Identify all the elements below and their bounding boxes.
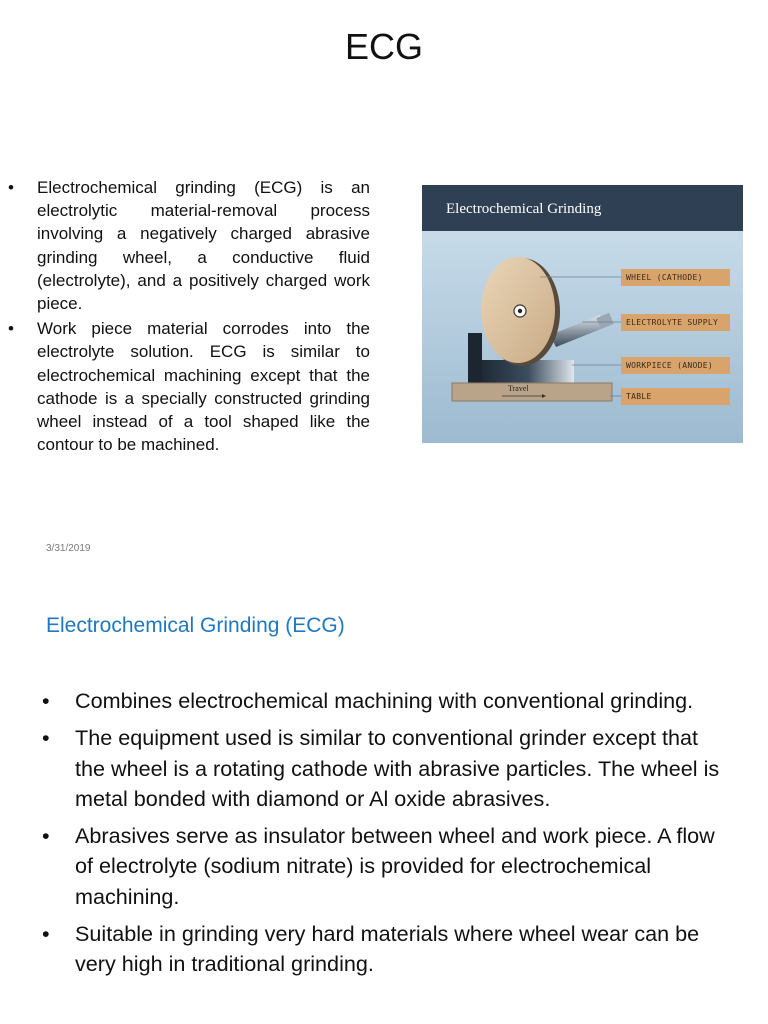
bullet-icon: •	[8, 178, 14, 197]
list-item	[42, 919, 732, 980]
bullet-icon: •	[8, 319, 14, 339]
list-item-text: Suitable in grinding very hard materials where wheel wear can be very high in traditional grinding.	[75, 921, 700, 977]
slide-date: 3/31/2019	[46, 543, 91, 554]
list-item-text: The equipment used is similar to conventional grinder except that the wheel is a rotating cathode with abrasive particles. The wheel is metal bonded with diamond or Al oxide abrasives.	[75, 725, 720, 811]
label-workpiece: WORKPIECE (ANODE)	[621, 357, 730, 374]
list-item	[8, 317, 370, 456]
label-wheel: WHEEL (CATHODE)	[621, 269, 730, 286]
diagram-title: Electrochemical Grinding	[446, 201, 602, 217]
list-item	[8, 176, 370, 315]
slide-title: ECG	[344, 26, 423, 67]
bullet-list	[8, 176, 370, 458]
list-item	[42, 821, 732, 912]
bullet-icon: •	[42, 921, 50, 947]
bullet-icon: •	[42, 725, 50, 751]
workpiece-side	[468, 333, 482, 385]
travel-label: Travel	[508, 384, 529, 393]
list-item-text: Electrochemical grinding (ECG) is an electrolytic material-removal process involving a negatively charged abrasive grinding wheel, a conductive fluid (electrolyte), and a positively charged work piece.	[37, 178, 370, 314]
label-table: TABLE	[621, 388, 730, 405]
slide-2-title: Electrochemical Grinding (ECG)	[46, 614, 345, 637]
list-item-text: Combines electrochemical machining with conventional grinding.	[75, 688, 694, 713]
bullet-icon: •	[42, 688, 50, 713]
ecg-diagram	[422, 185, 743, 443]
list-item-text: Work piece material corrodes into the electrolyte solution. ECG is similar to electrochemical machining except that the cathode is a specially constructed grinding wheel instead of a tool shaped like the contour to be machined.	[37, 319, 370, 455]
machine-table	[452, 383, 612, 401]
list-item-text: Abrasives serve as insulator between wheel and work piece. A flow of electrolyte (sodium nitrate) is provided for electrochemical machining.	[75, 823, 715, 909]
list-item	[42, 686, 732, 716]
wheel-axle	[518, 309, 522, 313]
list-item	[42, 723, 732, 814]
bullet-list-2	[42, 686, 732, 987]
bullet-icon: •	[42, 823, 50, 849]
label-electrolyte-supply: ELECTROLYTE SUPPLY	[621, 314, 730, 331]
